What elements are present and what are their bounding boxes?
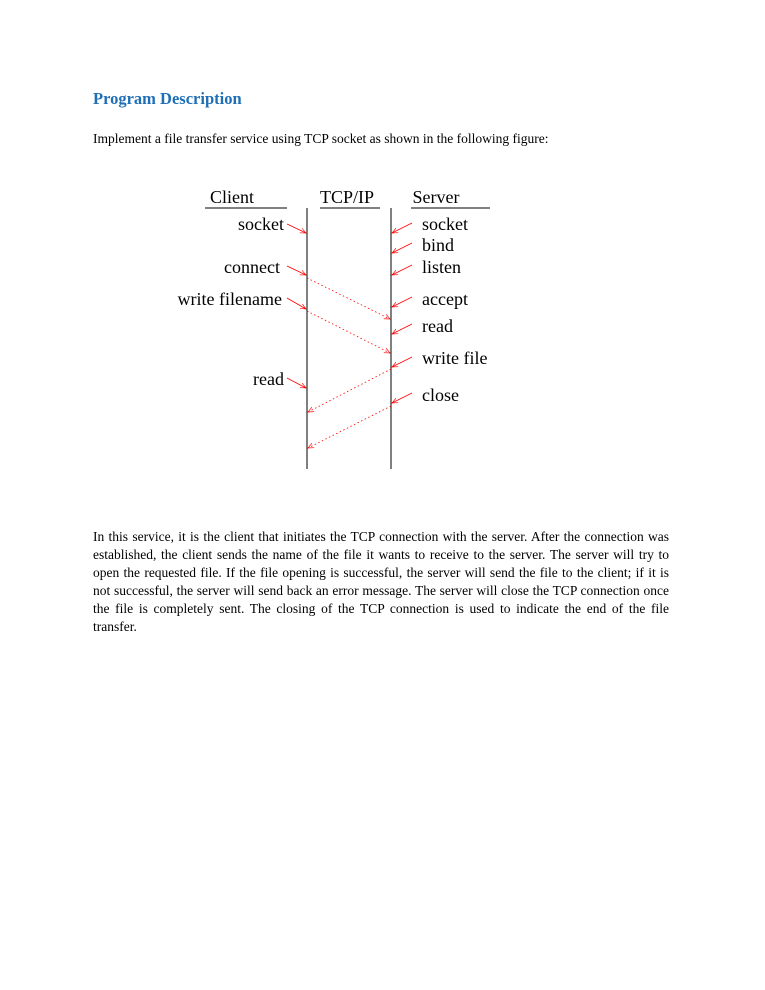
- client-connect-arrow: [287, 266, 306, 275]
- header-client: Client: [210, 187, 254, 207]
- client-call-connect: connect: [224, 257, 280, 277]
- server-call-bind: bind: [422, 235, 455, 255]
- server-call-read: read: [422, 316, 453, 336]
- server-close-arrow: [392, 393, 412, 403]
- client-call-read: read: [253, 369, 284, 389]
- intro-text: Implement a file transfer service using TCP socket as shown in the following figure:: [93, 131, 549, 146]
- file-data-message-arrow: [308, 369, 391, 412]
- client-read-arrow: [287, 378, 306, 388]
- server-call-socket: socket: [422, 214, 468, 234]
- server-listen-arrow: [392, 265, 412, 275]
- server-call-close: close: [422, 385, 459, 405]
- server-read-arrow: [392, 324, 412, 334]
- client-call-write-filename: write filename: [177, 289, 282, 309]
- client-call-socket: socket: [238, 214, 284, 234]
- client-socket-arrow: [287, 224, 306, 233]
- server-bind-arrow: [392, 243, 412, 253]
- filename-message-arrow: [307, 311, 390, 353]
- connect-message-arrow: [307, 278, 390, 319]
- server-accept-arrow: [392, 297, 412, 307]
- description-paragraph: In this service, it is the client that initiates the TCP connection with the server. After the connection was established, the client sends the name of the file it wants to receive to the server. The server will try to open the requested file. If the file opening is successful, the server will send the file to the client; if it is not successful, the server will send back an error message. The server will close the TCP connection once the file is completely sent. The closing of the TCP connection is used to indicate the end of the file transfer.: [93, 529, 669, 634]
- server-socket-arrow: [392, 223, 412, 233]
- server-call-accept: accept: [422, 289, 468, 309]
- server-call-listen: listen: [422, 257, 461, 277]
- client-write-arrow: [287, 298, 306, 309]
- close-message-arrow: [308, 406, 391, 448]
- server-call-write-file: write file: [422, 348, 488, 368]
- tcp-sequence-diagram: [160, 180, 520, 485]
- server-write-file-arrow: [392, 357, 412, 367]
- header-tcpip: TCP/IP: [319, 187, 375, 207]
- diagram-svg: [160, 180, 520, 480]
- header-server: Server: [412, 187, 460, 207]
- section-heading: Program Description: [93, 89, 242, 108]
